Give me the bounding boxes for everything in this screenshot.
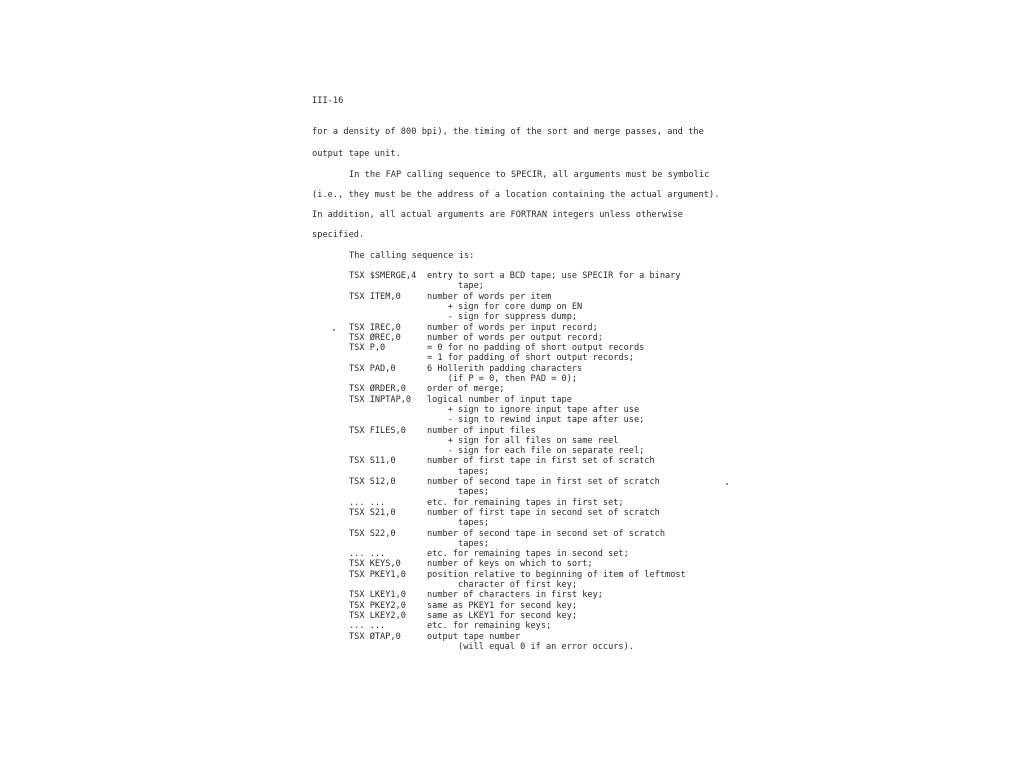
entry-description-line: logical number of input tape [427,394,572,405]
entry-description-line: etc. for remaining tapes in second set; [427,549,629,560]
entry-code: ... ... [349,621,386,632]
entry-description-line: + sign to ignore input tape after use [427,404,640,415]
entry-description-line: number of words per input record; [427,322,598,333]
entry-code: TSX LKEY2,0 [349,610,406,621]
entry-description-line: tapes; [427,538,490,549]
entry-description-line: number of first tape in first set of scratch [427,456,655,467]
entry-code: TSX S11,0 [349,456,396,467]
entry-description-line: + sign for core dump on EN [427,301,583,312]
entry-code: TSX P,0 [349,343,386,354]
page-number: III-16 [312,96,344,106]
entry-description-line: - sign for each file on separate reel; [427,446,645,457]
entry-code: TSX PAD,0 [349,363,396,374]
entry-description-line: number of words per item [427,291,552,302]
entry-description-line: tapes; [427,487,490,498]
entry-description-line: number of keys on which to sort; [427,559,593,570]
entry-description-line: same as LKEY1 for second key; [427,610,578,621]
entry-code: TSX S12,0 [349,477,396,487]
entry-description-line: = 1 for padding of short output records; [427,353,634,364]
entry-description-line: number of second tape in first set of scratch [427,477,660,487]
entry-description-line: number of first tape in second set of scratch [427,507,660,518]
entry-description-line: tape; [427,281,484,292]
entry-code: TSX ØTAP,0 [349,631,401,642]
entry-description-line: - sign for suppress dump; [427,312,578,323]
entry-code: TSX IREC,0 [349,322,401,333]
entry-code: TSX KEYS,0 [349,559,401,570]
entry-description-line: 6 Hollerith padding characters [427,363,583,374]
entry-description-line: number of characters in first key; [427,590,603,601]
entry-description-line: number of input files [427,425,536,436]
paragraph-1-line-1: for a density of 800 bpi), the timing of the sort and merge passes, and the [312,127,704,137]
entry-code: TSX INPTAP,0 [349,394,412,405]
entry-code: TSX ØRDER,0 [349,384,406,395]
entry-code: ... ... [349,497,386,508]
entry-description-line: number of second tape in second set of scratch [427,528,665,539]
entry-description-line: (if P = 0, then PAD = 0); [427,374,578,384]
margin-mark [726,483,728,485]
entry-description-line: + sign for all files on same reel [427,435,619,446]
entry-code: TSX PKEY2,0 [349,600,406,611]
entry-description-line: position relative to beginning of item of leftmost [427,569,686,580]
margin-mark [333,329,335,331]
entry-code: ... ... [349,549,386,560]
entry-code: TSX $SMERGE,4 [349,271,417,281]
entry-description-line: tapes; [427,466,490,477]
entry-description-line: = 0 for no padding of short output records [427,343,645,354]
paragraph-2-line-1: In the FAP calling sequence to SPECIR, all arguments must be symbolic [349,170,710,180]
entry-description-line: (will equal 0 if an error occurs). [427,641,634,652]
paragraph-1-line-2: output tape unit. [312,149,401,159]
entry-code: TSX S21,0 [349,507,396,518]
entry-description-line: order of merge; [427,384,505,395]
entry-description-line: etc. for remaining tapes in first set; [427,497,624,508]
calling-sequence-intro: The calling sequence is: [349,251,475,261]
paragraph-2-line-4: specified. [312,230,365,240]
entry-description-line: entry to sort a BCD tape; use SPECIR for a binary [427,271,681,281]
entry-description-line: - sign to rewind input tape after use; [427,415,645,426]
entry-code: TSX ITEM,0 [349,291,401,302]
entry-description-line: tapes; [427,518,490,529]
entry-description-line: output tape number [427,631,521,642]
entry-code: TSX PKEY1,0 [349,569,406,580]
entry-description-line: etc. for remaining keys; [427,621,552,632]
entry-code: TSX ØREC,0 [349,332,401,343]
entry-code: TSX S22,0 [349,528,396,539]
entry-description-line: same as PKEY1 for second key; [427,600,578,611]
entry-description-line: character of first key; [427,580,578,590]
paragraph-2-line-2: (i.e., they must be the address of a location containing the actual argument). [312,190,720,200]
entry-code: TSX LKEY1,0 [349,590,406,601]
paragraph-2-line-3: In addition, all actual arguments are FORTRAN integers unless otherwise [312,210,683,220]
entry-code: TSX FILES,0 [349,425,406,436]
entry-description-line: number of words per output record; [427,332,603,343]
